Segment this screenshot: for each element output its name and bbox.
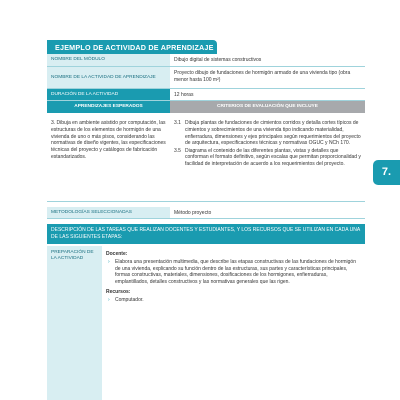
docente-heading: Docente: [106, 251, 128, 257]
row-actividad [47, 67, 365, 89]
row-preparacion [47, 246, 365, 400]
bullet-arrow-icon: › [108, 296, 110, 303]
value-actividad: Proyecto dibujo de fundaciones de hormigón armado de una vivienda tipo (obra menor hasta 100 m²) [174, 70, 351, 83]
recursos-heading: Recursos: [106, 288, 131, 295]
activity-title: EJEMPLO DE ACTIVIDAD DE APRENDIZAJE [47, 40, 217, 54]
criterio-item [174, 120, 361, 147]
criterios-list [170, 113, 365, 201]
recursos-bullet [106, 297, 361, 304]
recursos-item: Computador. [115, 296, 144, 303]
label-modulo: NOMBRE DEL MÓDULO [47, 54, 170, 66]
aprendizaje-text: 3. Dibuja en ambiente asistido por computación, las estructuras de los elementos de hormigón de una vivienda de uno o más pisos, considerando las normativas de diseño vigentes, las especificaciones técnicas del proyecto y catálogos de fabricación estandarizados. [51, 120, 166, 160]
row-aprendizajes-criterios [47, 113, 365, 202]
descripcion-header: DESCRIPCIÓN DE LAS TAREAS QUE REALIZAN DOCENTES Y ESTUDIANTES, Y LOS RECURSOS QUE SE UTILIZAN EN CADA UNA DE LAS SIGUIENTES ETAPAS: [47, 224, 365, 244]
criterio-number: 3.1 [174, 120, 181, 126]
header-aprendizajes: APRENDIZAJES ESPERADOS [47, 101, 170, 113]
row-section-headers [47, 101, 365, 113]
value-metodologias: Método proyecto [174, 210, 212, 216]
label-preparacion: PREPARACIÓN DE LA ACTIVIDAD [47, 246, 102, 400]
preparacion-content [102, 246, 365, 400]
chapter-number-tab: 7. [373, 160, 400, 185]
label-duracion: DURACIÓN DE LA ACTIVIDAD [47, 89, 170, 100]
label-actividad: NOMBRE DE LA ACTIVIDAD DE APRENDIZAJE [47, 67, 170, 88]
header-criterios: CRITERIOS DE EVALUACIÓN QUE INCLUYE [170, 101, 365, 113]
bullet-arrow-icon: › [108, 258, 110, 265]
value-modulo: Dibujo digital de sistemas constructivos [174, 57, 262, 63]
criterio-number: 3.5 [174, 147, 181, 154]
criterio-text: Dibuja plantas de fundaciones de cimientos corridos y detalla cortes típicos de cimientos y sobrecimientos de una vivienda tipo indicando materialidad, enfierradura, dimensiones y ejes principales según requerimientos del proyecto de arquitectura, especificaciones técnicas y normativas OGUC y NCh 170. [185, 120, 361, 147]
docente-bullet [106, 259, 361, 286]
criterio-text: Diagrama el contenido de las diferentes plantas, vistas y detalles que conforman el formato definitivo, según escalas que permitan proporcionalidad y facilidad de interpretación de acuerdo a los requerimientos del proyecto. [185, 147, 361, 167]
row-modulo [47, 54, 365, 67]
docente-text: Elabora una presentación multimedia, que describe las etapas constructivas de las fundaciones de hormigón de una vivienda, explicando su función dentro de las estructuras, sus partes y características principales, formas constructivas, materiales, dimensiones, dosificaciones de los hormigones, enfierraduras, emplantillados, detalles constructivos y las normativas generales que las rigen. [115, 258, 356, 285]
row-duracion [47, 89, 365, 101]
label-metodologias: METODOLOGÍAS SELECCIONADAS [47, 207, 170, 218]
value-duracion: 12 horas [174, 92, 194, 98]
row-metodologias [47, 207, 365, 219]
criterio-item [174, 148, 361, 168]
